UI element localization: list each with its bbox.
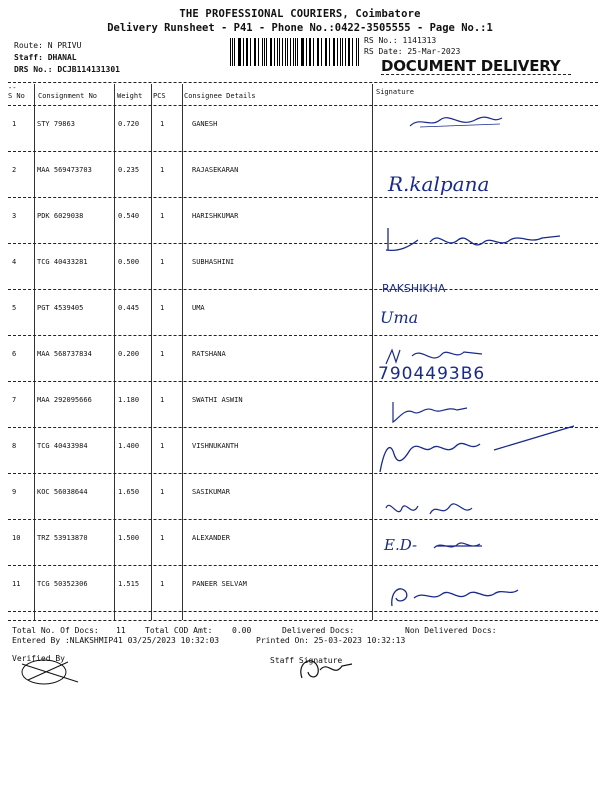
row-divider <box>8 289 598 290</box>
barcode-bar <box>285 38 286 66</box>
row-pcs: 1 <box>160 120 165 128</box>
row-pcs: 1 <box>160 304 165 312</box>
col-divider <box>151 84 152 620</box>
row-sno: 9 <box>12 488 17 496</box>
row-consignment-no: PGT 4539405 <box>37 304 84 312</box>
barcode-bar <box>258 38 259 66</box>
total-docs-value: 11 <box>116 626 126 635</box>
barcode-bar <box>334 38 335 66</box>
col-divider <box>34 84 35 620</box>
barcode-bar <box>321 38 322 66</box>
row-weight: 1.400 <box>118 442 140 450</box>
row-consignment-no: MAA 568737834 <box>37 350 92 358</box>
barcode-bar <box>302 38 303 66</box>
row-divider <box>8 197 598 198</box>
barcode-bar <box>266 38 267 66</box>
barcode-bar <box>349 38 350 66</box>
col-header-consignment: Consignment No <box>38 92 98 100</box>
verified-by-label: Verified By <box>12 654 65 663</box>
row-weight: 1.500 <box>118 534 140 542</box>
barcode-bar <box>318 38 319 66</box>
row-pcs: 1 <box>160 396 165 404</box>
delivered-docs-label: Delivered Docs: <box>282 626 355 635</box>
col-header-weight: Weight <box>117 92 143 100</box>
row-consignment-no: TRZ 53913870 <box>37 534 88 542</box>
row-divider <box>8 151 598 152</box>
row-pcs: 1 <box>160 534 165 542</box>
row-pcs: 1 <box>160 350 165 358</box>
non-delivered-docs-label: Non Delivered Docs: <box>405 626 497 635</box>
barcode-bar <box>254 38 255 66</box>
runsheet-subtitle: Delivery Runsheet - P41 - Phone No.:0422-3505555 - Page No.:1 <box>107 22 493 34</box>
row-consignment-no: MAA 569473703 <box>37 166 92 174</box>
total-cod-value: 0.00 <box>232 626 252 635</box>
row-consignee: RATSHANA <box>192 350 226 358</box>
barcode-bar <box>250 38 251 66</box>
barcode-bar <box>238 38 239 66</box>
row-sno: 6 <box>12 350 17 358</box>
row-consignee: SWATHI ASWIN <box>192 396 243 404</box>
row-divider <box>8 519 598 520</box>
row-consignee: GANESH <box>192 120 218 128</box>
row-consignee: PANEER SELVAM <box>192 580 247 588</box>
signature-row-8 <box>374 420 584 480</box>
row-weight: 1.180 <box>118 396 140 404</box>
barcode-bar <box>274 38 275 66</box>
row-pcs: 1 <box>160 580 165 588</box>
barcode-bar <box>239 38 240 66</box>
barcode-bar <box>230 38 231 66</box>
row-weight: 1.515 <box>118 580 140 588</box>
barcode-bar <box>277 38 278 66</box>
signature-row-3 <box>380 222 570 258</box>
row-consignee: HARISHKUMAR <box>192 212 239 220</box>
row-sno: 3 <box>12 212 17 220</box>
banner-underline <box>381 74 571 75</box>
row-consignee: VISHNUKANTH <box>192 442 239 450</box>
route-label: Route: N PRIVU <box>14 41 82 50</box>
row-consignee: UMA <box>192 304 205 312</box>
signature-row-10: E.D- <box>384 536 418 554</box>
row-consignment-no: PDK 6029038 <box>37 212 84 220</box>
row-consignment-no: MAA 292095666 <box>37 396 92 404</box>
row-consignee: ALEXANDER <box>192 534 230 542</box>
signature-row-9 <box>380 494 490 528</box>
col-header-sno: S No <box>8 92 25 100</box>
row-weight: 0.235 <box>118 166 140 174</box>
col-header-consignee: Consignee Details <box>184 92 256 100</box>
row-weight: 1.650 <box>118 488 140 496</box>
company-title: THE PROFESSIONAL COURIERS, Coimbatore <box>179 8 421 20</box>
barcode-bar <box>297 38 298 66</box>
signature-row-6: 7904493B6 <box>378 364 486 384</box>
staff-signature-mark <box>290 650 360 686</box>
row-sno: 5 <box>12 304 17 312</box>
signature-row-1 <box>380 108 510 138</box>
row-sno: 4 <box>12 258 17 266</box>
header-bottom-rule <box>8 105 598 106</box>
signature-row-11 <box>384 576 524 614</box>
row-consignment-no: STY 79863 <box>37 120 75 128</box>
barcode-bar <box>310 38 311 66</box>
drs-number: DRS No.: DCJB114131301 <box>14 65 120 74</box>
row-consignee: SUBHASHINI <box>192 258 235 266</box>
row-sno: 8 <box>12 442 17 450</box>
rs-number: RS No.: 1141313 <box>364 36 437 45</box>
row-divider <box>8 335 598 336</box>
row-weight: 0.200 <box>118 350 140 358</box>
row-consignment-no: TCG 50352306 <box>37 580 88 588</box>
staff-label: Staff: DHANAL <box>14 53 77 62</box>
footer-top-rule <box>8 620 598 621</box>
row-sno: 2 <box>12 166 17 174</box>
row-consignment-no: TCG 40433984 <box>37 442 88 450</box>
rs-date: RS Date: 25-Mar-2023 <box>364 47 461 56</box>
row-consignee: SASIKUMAR <box>192 488 230 496</box>
row-pcs: 1 <box>160 442 165 450</box>
barcode-bar <box>342 38 343 66</box>
row-pcs: 1 <box>160 258 165 266</box>
dash-mark: -- <box>8 84 17 92</box>
row-divider <box>8 381 598 382</box>
signature-row-10-mark <box>430 536 490 556</box>
table-top-rule <box>8 82 598 83</box>
barcode-bar <box>329 38 330 66</box>
row-divider <box>8 565 598 566</box>
row-weight: 0.500 <box>118 258 140 266</box>
row-weight: 0.540 <box>118 212 140 220</box>
row-sno: 10 <box>12 534 21 542</box>
row-sno: 11 <box>12 580 21 588</box>
barcode-bar <box>352 38 353 66</box>
col-header-pcs: PCS <box>153 92 166 100</box>
row-weight: 0.720 <box>118 120 140 128</box>
verifier-signature <box>8 650 88 690</box>
col-header-signature: Signature <box>376 88 414 96</box>
col-divider <box>182 84 183 620</box>
barcode <box>230 38 360 66</box>
row-sno: 1 <box>12 120 17 128</box>
row-consignment-no: TCG 40433281 <box>37 258 88 266</box>
signature-row-2: R.kalpana <box>388 172 490 196</box>
entered-by: Entered By :NLAKSHMIP41 03/25/2023 10:32:03 <box>12 636 220 645</box>
col-divider <box>114 84 115 620</box>
signature-row-4: RAKSHIKHA <box>382 282 446 295</box>
row-pcs: 1 <box>160 488 165 496</box>
barcode-bar <box>290 38 291 66</box>
row-pcs: 1 <box>160 166 165 174</box>
printed-on: Printed On: 25-03-2023 10:32:13 <box>256 636 406 645</box>
total-docs-label: Total No. Of Docs: <box>12 626 99 635</box>
row-consignment-no: KOC 56038644 <box>37 488 88 496</box>
total-cod-label: Total COD Amt: <box>145 626 213 635</box>
signature-row-5: Uma <box>380 308 419 327</box>
col-divider <box>372 84 373 620</box>
row-consignee: RAJASEKARAN <box>192 166 239 174</box>
row-sno: 7 <box>12 396 17 404</box>
document-delivery-banner: DOCUMENT DELIVERY <box>381 57 561 75</box>
row-weight: 0.445 <box>118 304 140 312</box>
row-pcs: 1 <box>160 212 165 220</box>
staff-signature-label: Staff Signature <box>270 656 343 665</box>
